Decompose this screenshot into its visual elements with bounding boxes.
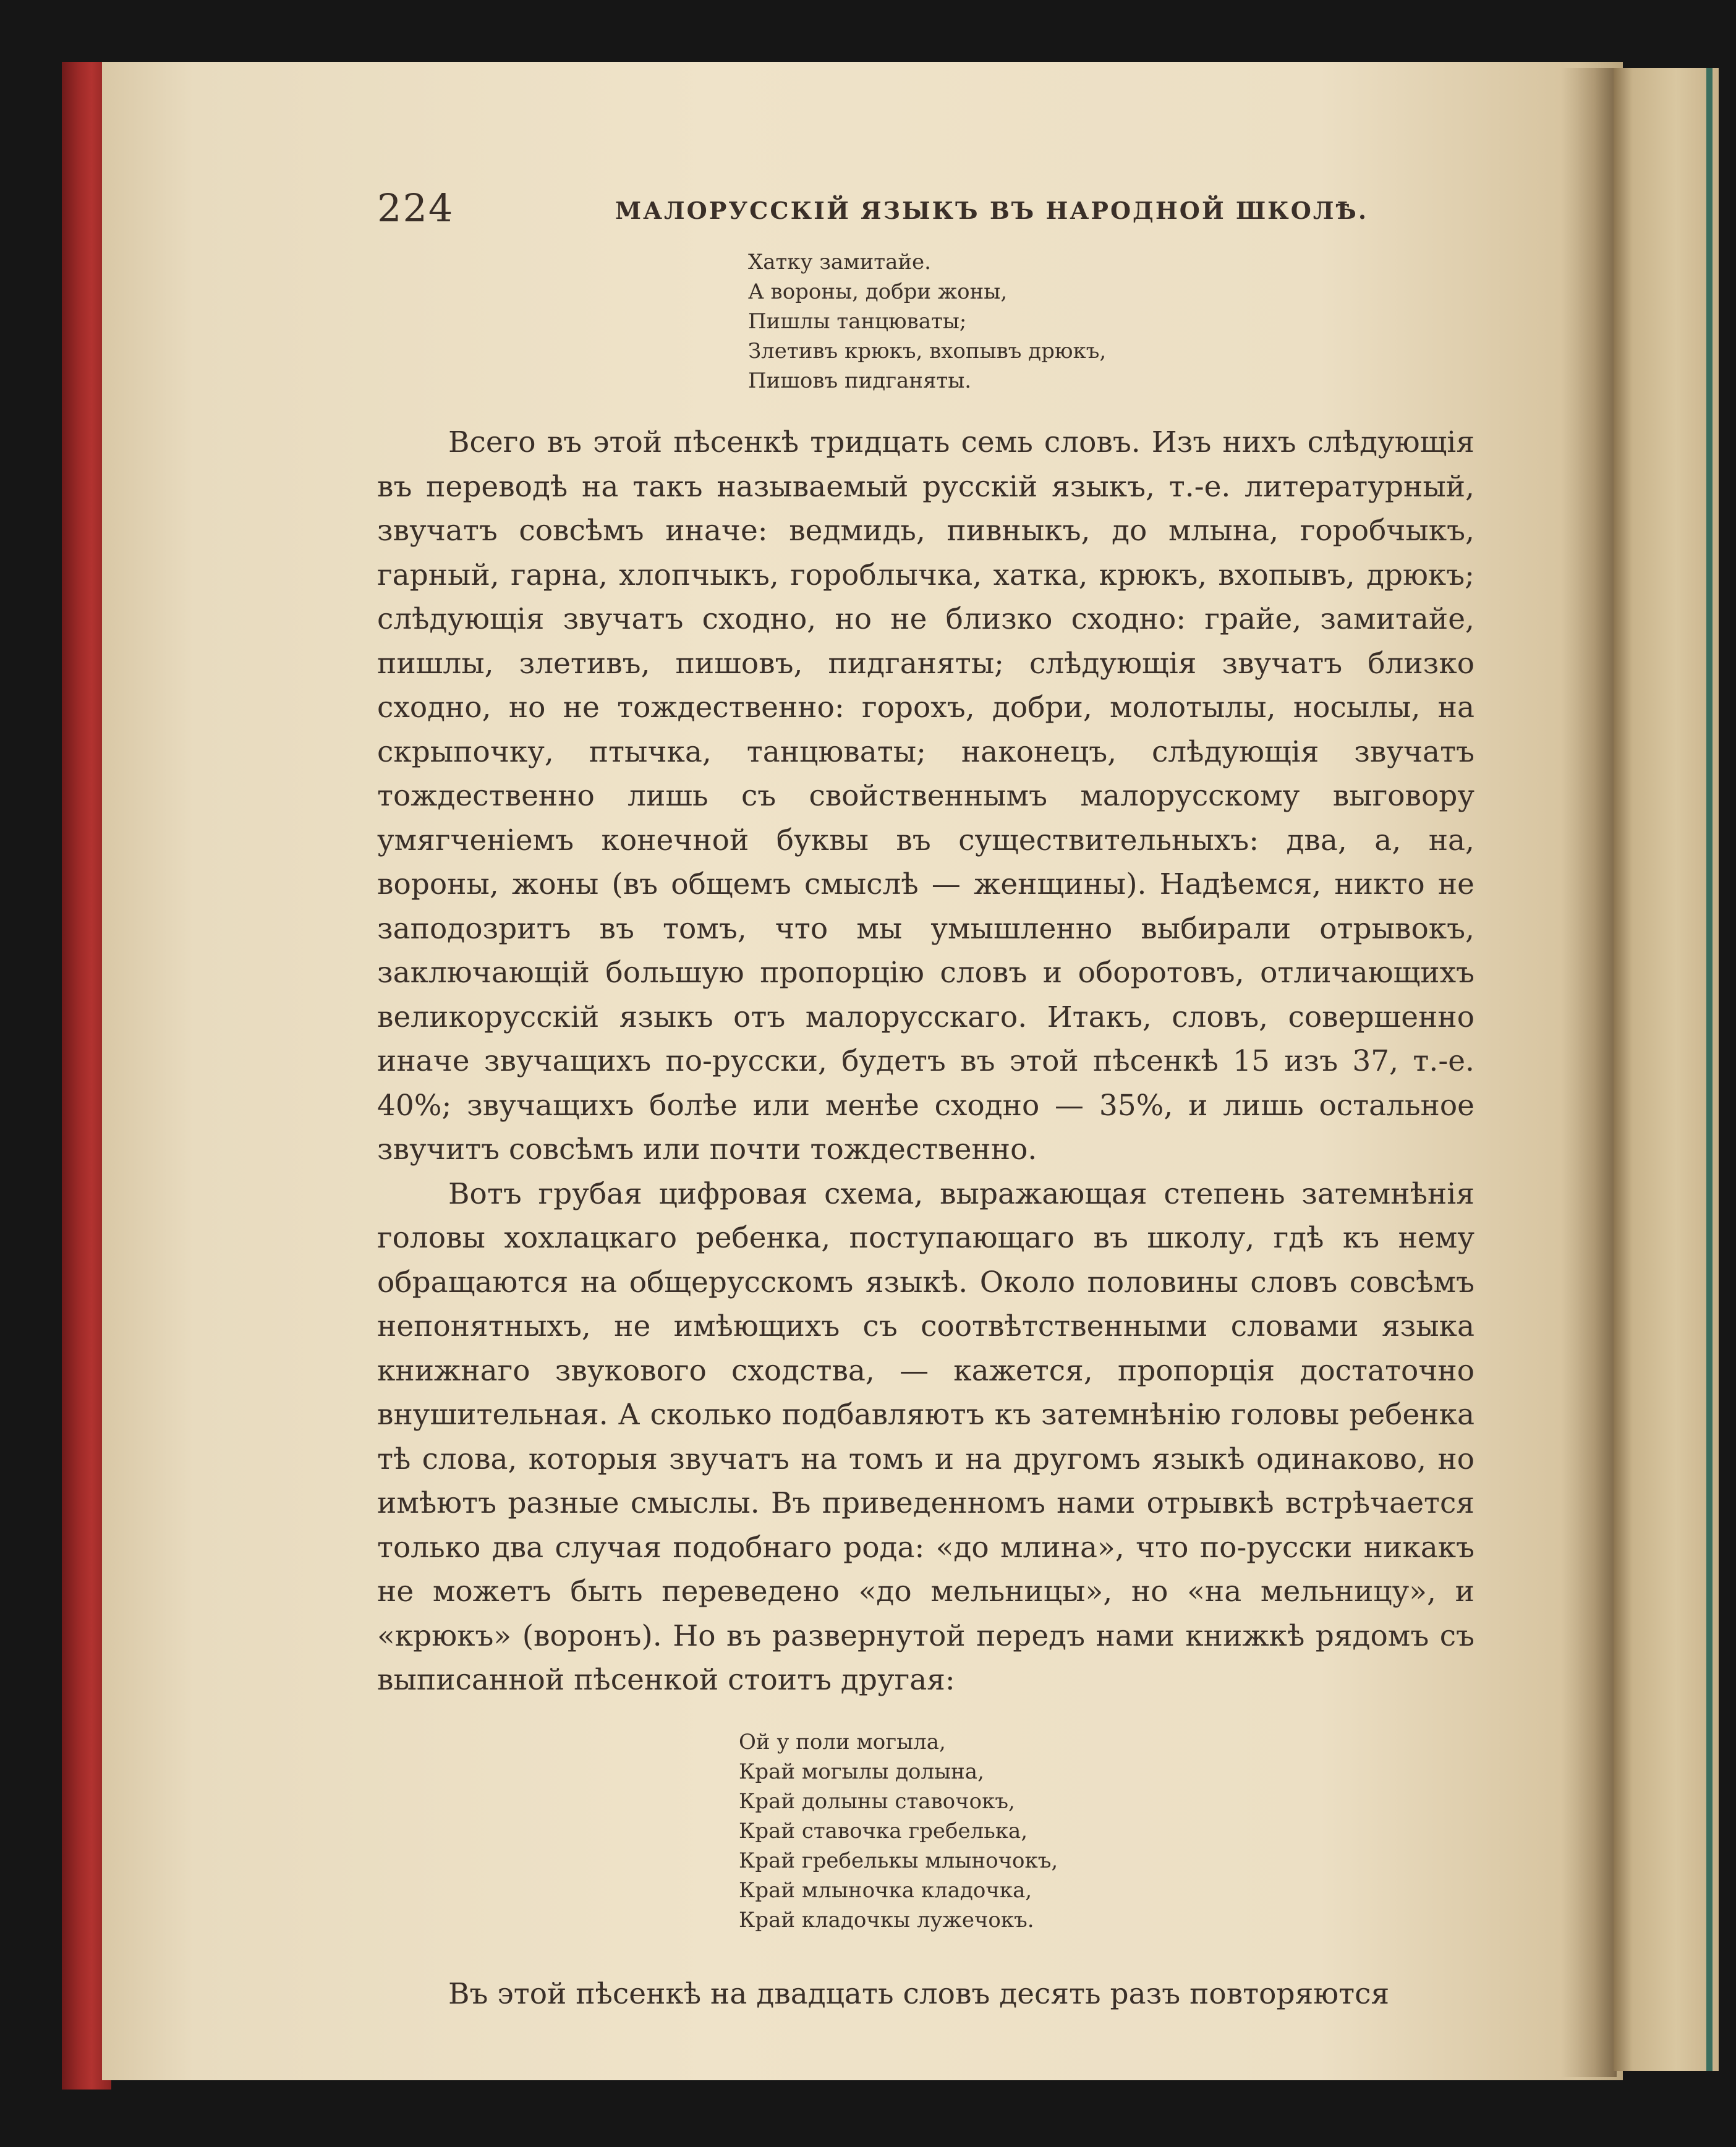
running-head: [377, 185, 1474, 235]
page-gutter-shadow: [1561, 68, 1617, 2077]
verse-line: Ой у поли могыла,: [739, 1729, 946, 1754]
verse-line: Пишовъ пидганяты.: [748, 368, 972, 393]
body-paragraph-continued: Въ этой пѣсенкѣ на двадцать словъ десять разъ повторяются: [448, 1976, 1390, 2011]
verse-line: Злетивъ крюкъ, вхопывъ дрюкъ,: [748, 339, 1107, 364]
verse-line: Край долыны ставочокъ,: [739, 1788, 1015, 1814]
verse-line: Край ставочка гребелька,: [739, 1818, 1028, 1843]
running-title: МАЛОРУССКІЙ ЯЗЫКЪ ВЪ НАРОДНОЙ ШКОЛѢ.: [615, 197, 1369, 224]
body-paragraph: Вотъ грубая цифровая схема, выражающая степень затемнѣнія головы хохлацкаго ребенка, поступающаго въ школу, гдѣ къ нему обращаются на общерусскомъ языкѣ. Около половины словъ совсѣмъ непонятныхъ, не имѣющихъ съ соотвѣтственными словами языка книжнаго звукового сходства, — кажется, пропорція достаточно внушительная. А сколько подбавляютъ къ затемнѣнію головы ребенка тѣ слова, которыя звучатъ на томъ и на другомъ языкѣ одинаково, но имѣютъ разные смыслы. Въ приведенномъ нами отрывкѣ встрѣчается только два случая подобнаго рода: «до млина», что по-русски никакъ не можетъ быть переведено «до мельницы», но «на мельницу», и «крюкъ» (воронъ). Но въ развернутой передъ нами книжкѣ рядомъ съ выписанной пѣсенкой стоитъ другая:: [377, 1176, 1474, 1697]
verse-quote-bottom: [739, 1727, 1474, 1935]
verse-line: Хатку замитайе.: [748, 250, 931, 274]
page-number: 224: [377, 185, 454, 231]
verse-line: А вороны, добри жоны,: [748, 279, 1008, 304]
verse-line: Край кладочкы лужечокъ.: [739, 1907, 1034, 1932]
verse-line: Край млыночка кладочка,: [739, 1877, 1032, 1903]
page-text: [377, 185, 1474, 2016]
body-paragraph: Всего въ этой пѣсенкѣ тридцать семь словъ. Изъ нихъ слѣдующія въ переводѣ на такъ называемый русскій языкъ, т.-е. литературный, звучатъ совсѣмъ иначе: ведмидь, пивныкъ, до млына, горобчыкъ, гарный, гарна, хлопчыкъ, гороблычка, хатка, крюкъ, вхопывъ, дрюкъ; слѣдующія звучатъ сходно, но не близко сходно: грайе, замитайе, пишлы, злетивъ, пишовъ, пидганяты; слѣдующія звучатъ близко сходно, но не тождественно: горохъ, добри, молотылы, носылы, на скрыпочку, птычка, танцюваты; наконецъ, слѣдующія звучатъ тождественно лишь съ свойственнымъ малорусскому выговору умягченіемъ конечной буквы въ существительныхъ: два, а, на, вороны, жоны (въ общемъ смыслѣ — женщины). Надѣемся, никто не заподозритъ въ томъ, что мы умышленно выбирали отрывокъ, заключающій большую пропорцію словъ и оборотовъ, отличающихъ великорусскій языкъ отъ малорусскаго. Итакъ, словъ, совершенно иначе звучащихъ по-русски, будетъ въ этой пѣсенкѣ 15 изъ 37, т.-е. 40%; звучащихъ болѣе или менѣе сходно — 35%, и лишь остальное звучитъ совсѣмъ или почти тождественно.: [377, 425, 1474, 1167]
facing-page-binding: [1706, 68, 1713, 2071]
facing-page-edge: [1614, 68, 1719, 2071]
verse-line: Край могылы долына,: [739, 1759, 984, 1784]
verse-quote-top: [748, 247, 1474, 396]
verse-line: Край гребелькы млыночокъ,: [739, 1848, 1058, 1873]
verse-line: Пишлы танцюваты;: [748, 309, 967, 334]
